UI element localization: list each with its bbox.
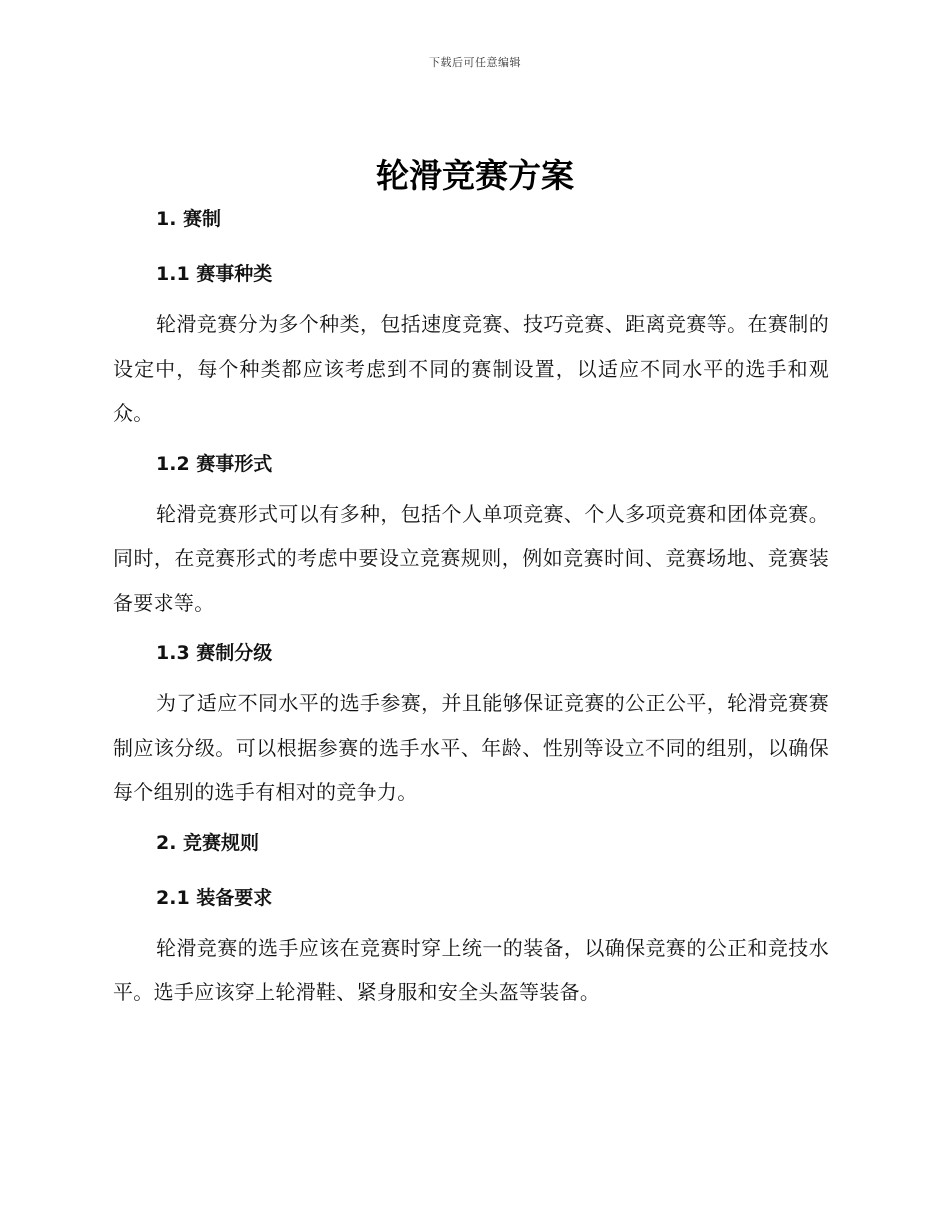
- document-title: 轮滑竞赛方案: [376, 156, 574, 195]
- subsection-heading-1-1: 1.1 赛事种类: [156, 263, 273, 285]
- subsection-heading-1-2: 1.2 赛事形式: [156, 452, 273, 475]
- paragraph-1-3: 为了适应不同水平的选手参赛，并且能够保证竞赛的公正公平，轮滑竞赛赛制应该分级。可以根据参赛的选手水平、年龄、性别等设立不同的组别，以确保每个组别的选手有相对的竞争力。: [113, 691, 829, 804]
- document-body: [113, 202, 829, 1026]
- paragraph-1-1: 轮滑竞赛分为多个种类，包括速度竞赛、技巧竞赛、距离竞赛等。在赛制的设定中，每个种类都应该考虑到不同的赛制设置，以适应不同水平的选手和观众。: [113, 312, 829, 425]
- subsection-heading-1-3: 1.3 赛制分级: [156, 642, 273, 664]
- paragraph-2-1: 轮滑竞赛的选手应该在竞赛时穿上统一的装备，以确保竞赛的公正和竞技水平。选手应该穿上轮滑鞋、紧身服和安全头盔等装备。: [113, 935, 829, 1004]
- section-heading-1: 1. 赛制: [156, 208, 222, 230]
- section-heading-2: 2. 竞赛规则: [156, 831, 260, 854]
- subsection-heading-2-1: 2.1 装备要求: [156, 886, 273, 909]
- paragraph-1-2: 轮滑竞赛形式可以有多种，包括个人单项竞赛、个人多项竞赛和团体竞赛。同时，在竞赛形式的考虑中要设立竞赛规则，例如竞赛时间、竞赛场地、竞赛装备要求等。: [113, 501, 829, 615]
- header-note: 下载后可任意编辑: [429, 56, 521, 69]
